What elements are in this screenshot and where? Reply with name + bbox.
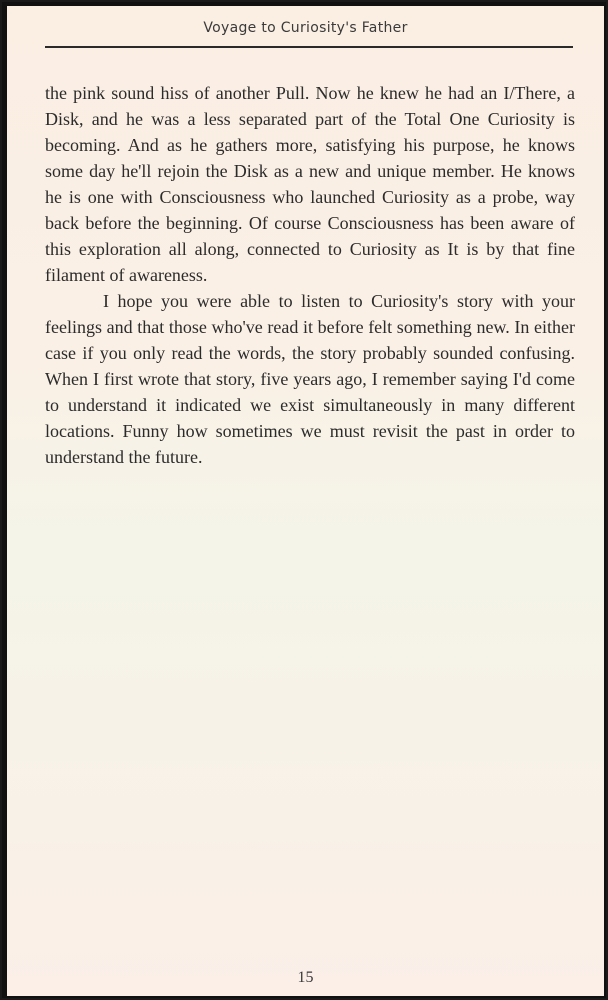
paragraph-indented: I hope you were able to listen to Curiosity's story with your feelings and that those who've read it before felt something new. In either case if you only read the words, the story probably sounded confusing. When I first wrote that story, five years ago, I remember saying I'd come to understand it indicated we exist simultaneously in many different locations. Funny how sometimes we must revisit the past in order to understand the future. [45,291,575,467]
running-header-title: Voyage to Curiosity's Father [203,20,408,36]
paragraph-continued: the pink sound hiss of another Pull. Now he knew he had an I/There, a Disk, and he was a less separated part of the Total One Curiosity is becoming. And as he gathers more, satisfying his purpose, he knows some day he'll rejoin the Disk as a new and unique member. He knows he is one with Consciousness who launched Curiosity as a probe, way back before the beginning. Of course Consciousness has been aware of this exploration all along, connected to Curiosity as It is by that fine filament of awareness. [45,83,575,285]
page-number: 15 [297,969,314,986]
book-page [7,6,604,996]
header-rule [45,46,573,48]
body-text [45,80,575,470]
